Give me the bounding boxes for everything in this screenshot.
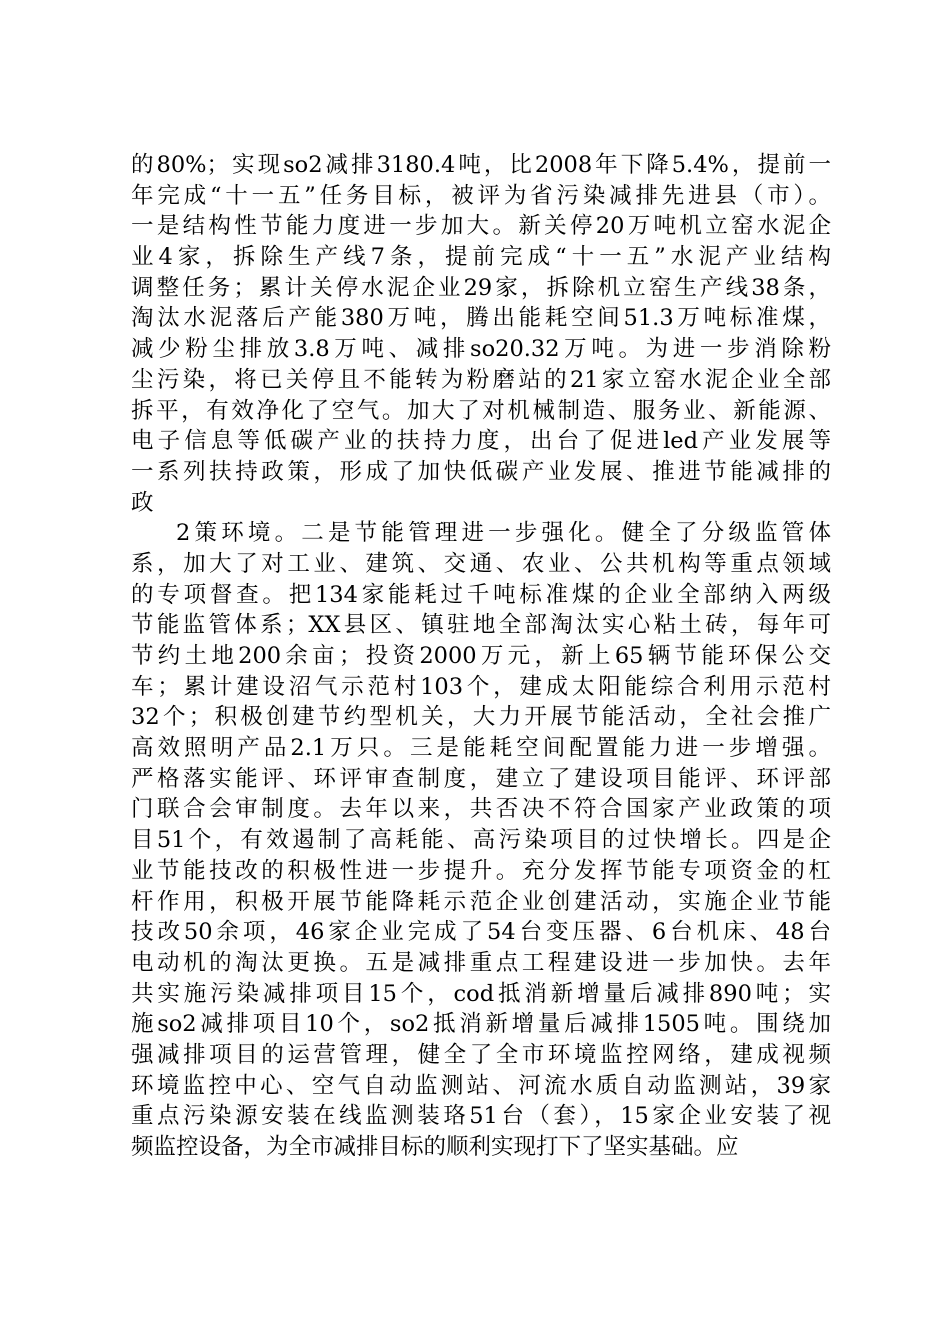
text-line: 的专项督查。把134家能耗过千吨标准煤的企业全部纳入两级 [131,581,831,608]
text-line: 32个；积极创建节约型机关，大力开展节能活动，全社会推广 [131,704,831,731]
text-line: 尘污染，将已关停且不能转为粉磨站的21家立窑水泥企业全部 [131,366,831,393]
text-line: 节能监管体系；XX县区、镇驻地全部淘汰实心粘土砖，每年可 [131,612,831,639]
text-line: 政 [131,489,154,516]
text-line: 杆作用，积极开展节能降耗示范企业创建活动，实施企业节能 [131,888,831,915]
text-line: 拆平，有效净化了空气。加大了对机械制造、服务业、新能源、 [131,397,831,424]
text-line: 节约土地200余亩；投资2000万元，新上65辆节能环保公交 [131,643,831,669]
text-line: 技改50余项，46家企业完成了54台变压器、6台机床、48台 [131,919,831,946]
paragraph [131,518,831,1162]
document-body [131,150,831,1163]
text-line: 严格落实能评、环评审查制度，建立了建设项目能评、环评部 [131,765,831,792]
text-line: 减少粉尘排放3.8万吨、减排so20.32万吨。为进一步消除粉 [131,336,831,363]
text-line: 一是结构性节能力度进一步加大。新关停20万吨机立窑水泥企 [131,213,831,240]
text-line: 电子信息等低碳产业的扶持力度，出台了促进led产业发展等 [131,428,831,455]
text-line: 施so2减排项目10个，so2抵消新增量后减排1505吨。围绕加 [131,1011,831,1038]
text-line: 业4家，拆除生产线7条，提前完成“十一五”水泥产业结构 [131,244,831,271]
text-line: 强减排项目的运营管理，健全了全市环境监控网络，建成视频 [131,1041,831,1068]
text-line: 目51个，有效遏制了高耗能、高污染项目的过快增长。四是企 [131,827,831,854]
text-line: 一系列扶持政策，形成了加快低碳产业发展、推进节能减排的 [131,458,831,485]
text-line: 门联合会审制度。去年以来，共否决不符合国家产业政策的项 [131,796,831,823]
text-line: 共实施污染减排项目15个，cod抵消新增量后减排890吨；实 [131,980,831,1007]
text-line: 年完成“十一五”任务目标，被评为省污染减排先进县（市）。 [131,182,831,209]
text-line: 调整任务；累计关停水泥企业29家，拆除机立窑生产线38条， [131,274,831,301]
text-line: 淘汰水泥落后产能380万吨，腾出能耗空间51.3万吨标准煤， [131,305,831,332]
text-line: 系，加大了对工业、建筑、交通、农业、公共机构等重点领域 [131,550,831,577]
text-line: 2策环境。二是节能管理进一步强化。健全了分级监管体 [176,520,831,547]
text-line: 频监控设备，为全市减排目标的顺利实现打下了坚实基础。应 [131,1134,739,1160]
paragraph [131,150,831,518]
text-line: 环境监控中心、空气自动监测站、河流水质自动监测站，39家 [131,1072,831,1099]
text-line: 车；累计建设沼气示范村103个，建成太阳能综合利用示范村 [131,673,831,700]
text-line: 电动机的淘汰更换。五是减排重点工程建设进一步加快。去年 [131,949,831,976]
text-line: 高效照明产品2.1万只。三是能耗空间配置能力进一步增强。 [131,735,831,762]
text-line: 业节能技改的积极性进一步提升。充分发挥节能专项资金的杠 [131,857,831,884]
text-line: 的80%；实现so2减排3180.4吨，比2008年下降5.4%，提前一 [131,152,831,178]
text-line: 重点污染源安装在线监测装珞51台（套），15家企业安装了视 [131,1103,831,1130]
